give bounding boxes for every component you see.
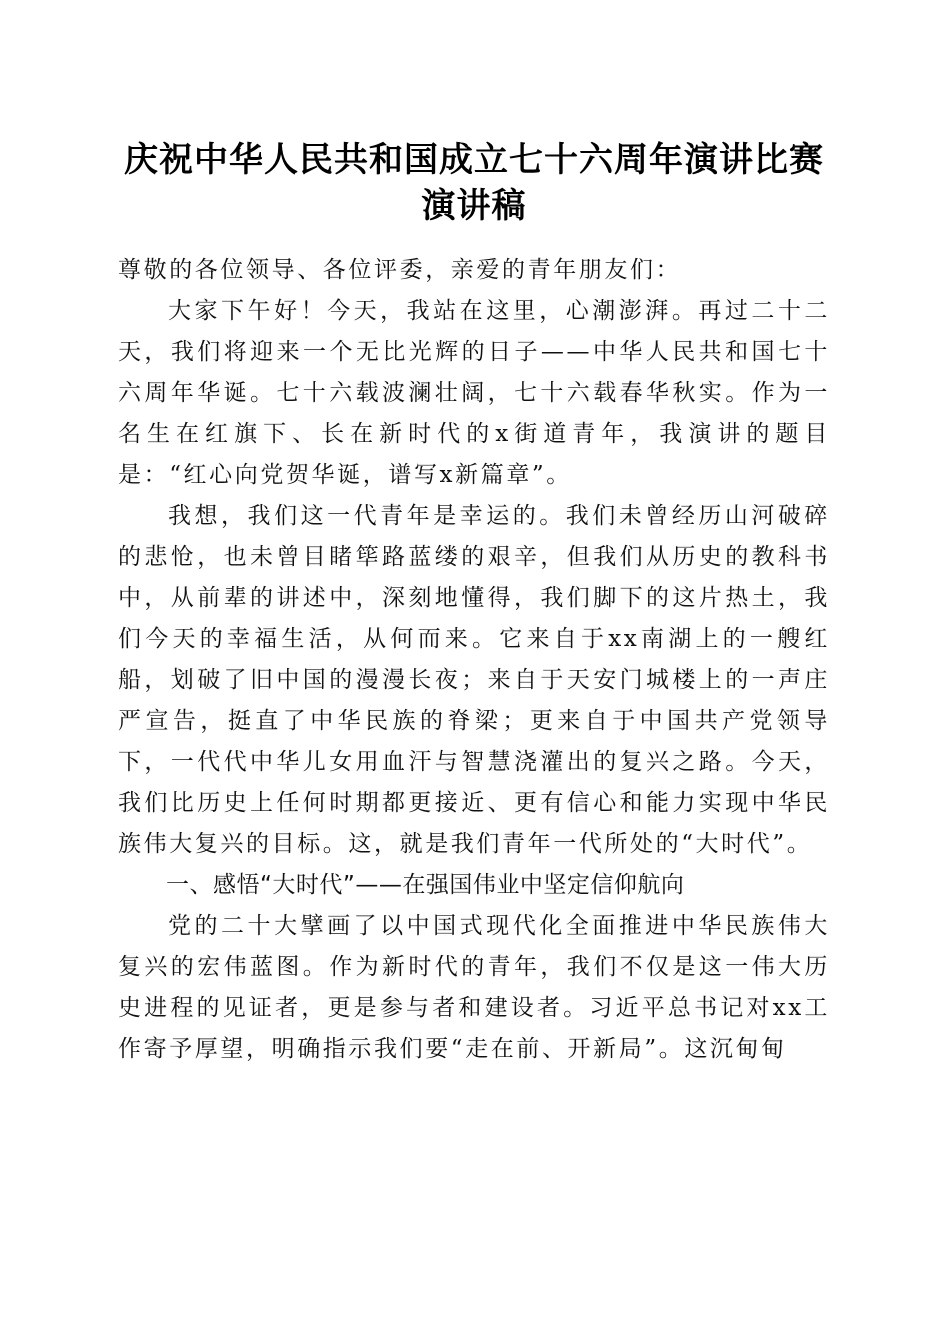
section-paragraph: 党的二十大擘画了以中国式现代化全面推进中华民族伟大复兴的宏伟蓝图。作为新时代的青年，我们不仅是这一伟大历史进程的见证者，更是参与者和建设者。习近平总书记对xx工作寄予厚望，明确指示我们要“走在前、开新局”。这沉甸甸 (118, 913, 830, 1062)
document-body (118, 250, 830, 1070)
paragraph-1: 大家下午好！今天，我站在这里，心潮澎湃。再过二十二天，我们将迎来一个无比光辉的日子——中华人民共和国七十六周年华诞。七十六载波澜壮阔，七十六载春华秋实。作为一名生在红旗下、长在新时代的x街道青年，我演讲的题目是：“红心向党贺华诞，谱写x新篇章”。 (118, 298, 830, 488)
paragraph-2: 我想，我们这一代青年是幸运的。我们未曾经历山河破碎的悲怆，也未曾目睹筚路蓝缕的艰辛，但我们从历史的教科书中，从前辈的讲述中，深刻地懂得，我们脚下的这片热土，我们今天的幸福生活，从何而来。它来自于xx南湖上的一艘红船，划破了旧中国的漫漫长夜；来自于天安门城楼上的一声庄严宣告，挺直了中华民族的脊梁；更来自于中国共产党领导下，一代代中华儿女用血汗与智慧浇灌出的复兴之路。今天，我们比历史上任何时期都更接近、更有信心和能力实现中华民族伟大复兴的目标。这，就是我们青年一代所处的“大时代”。 (118, 503, 830, 857)
document-title-line-2: 演讲稿 (421, 186, 527, 226)
section-heading: 一、感悟“大时代”——在强国伟业中坚定信仰航向 (166, 872, 685, 898)
document-title-line-1: 庆祝中华人民共和国成立七十六周年演讲比赛 (124, 140, 824, 180)
salutation: 尊敬的各位领导、各位评委，亲爱的青年朋友们： (118, 257, 682, 283)
